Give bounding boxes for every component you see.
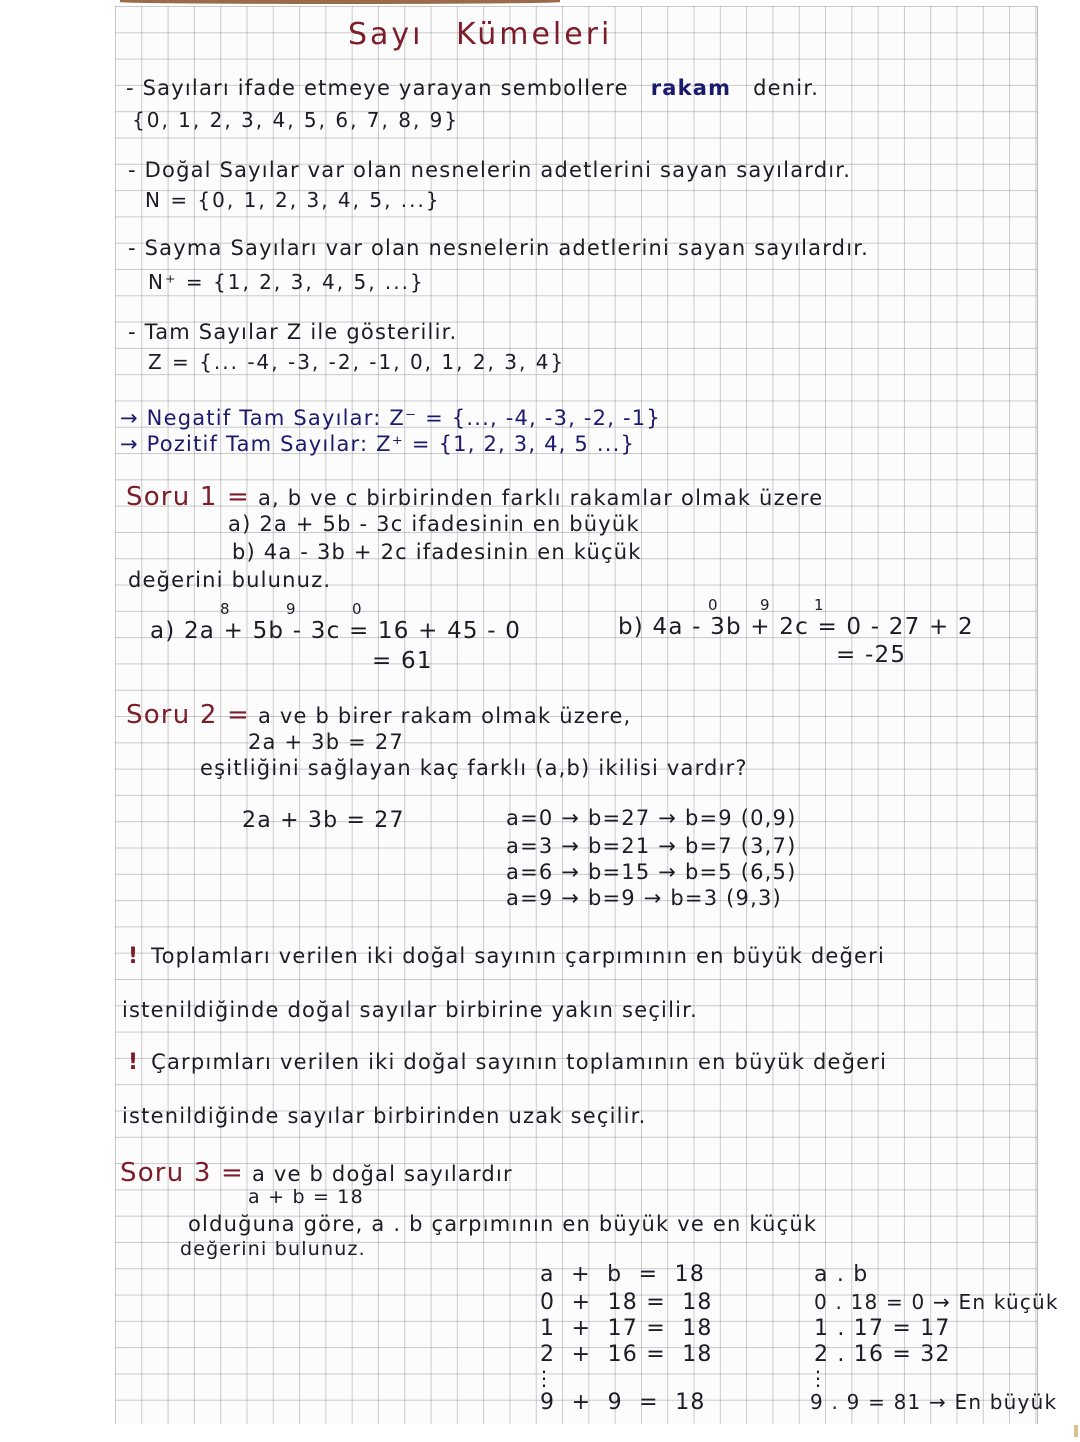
sayma-set: N⁺ = {1, 2, 3, 4, 5, ...} <box>148 270 425 294</box>
soru3-product-row: a . b <box>814 1262 869 1287</box>
page-title: Sayı Kümeleri <box>348 17 613 52</box>
tam-set: Z = {... -4, -3, -2, -1, 0, 1, 2, 3, 4} <box>148 350 566 374</box>
soru1-a-sup-a: 8 <box>220 600 230 618</box>
soru2-row: a=6 → b=15 → b=5 (6,5) <box>506 860 797 884</box>
note-1-line-1 <box>128 946 885 968</box>
soru3-question: olduğuna göre, a . b çarpımının en büyük ve en küçük <box>188 1212 818 1236</box>
soru1-label: Soru 1 = <box>126 482 251 512</box>
soru1-a-sup-b: 9 <box>286 600 296 618</box>
note-1-text: Toplamları verilen iki doğal sayının çarpımının en büyük değeri <box>151 944 886 968</box>
soru2-text: a ve b birer rakam olmak üzere, <box>257 704 632 728</box>
rakam-end: denir. <box>753 76 820 100</box>
soru3-product-ellipsis: ⋮ <box>808 1366 830 1390</box>
soru3-label: Soru 3 = <box>120 1158 245 1188</box>
soru3-product-row: 0 . 18 = 0 → En küçük <box>814 1290 1059 1314</box>
notebook-binding-edge <box>120 0 560 4</box>
soru1-result-a: = 61 <box>372 648 433 674</box>
rakam-set: {0, 1, 2, 3, 4, 5, 6, 7, 8, 9} <box>132 108 460 132</box>
soru3-sum-row: 1 + 17 = 18 <box>540 1316 713 1341</box>
soru2-question: eşitliğini sağlayan kaç farklı (a,b) ikilisi vardır? <box>200 756 748 780</box>
negatif-tam-sayilar: → Negatif Tam Sayılar: Z⁻ = {..., -4, -3, -2, -1} <box>120 406 661 430</box>
rakam-text: - Sayıları ifade etmeye yarayan sembollere <box>126 76 629 100</box>
soru3-text: a ve b doğal sayılardır <box>251 1162 513 1186</box>
soru1-part-b: b) 4a - 3b + 2c ifadesinin en küçük <box>232 540 642 564</box>
rakam-definition <box>126 78 819 99</box>
soru2-row: a=9 → b=9 → b=3 (9,3) <box>506 886 782 910</box>
soru1-result-b: = -25 <box>836 642 907 668</box>
soru3-product-row: 9 . 9 = 81 → En büyük <box>810 1390 1058 1414</box>
soru3-equation: a + b = 18 <box>248 1186 364 1208</box>
note-2-line-2: istenildiğinde sayılar birbirinden uzak seçilir. <box>122 1104 647 1128</box>
soru2-statement <box>126 702 631 728</box>
soru3-sum-ellipsis: ⋮ <box>534 1366 556 1390</box>
note-1-line-2: istenildiğinde doğal sayılar birbirine yakın seçilir. <box>122 998 698 1022</box>
soru1-a-sup-c: 0 <box>352 600 362 618</box>
soru3-sum-row: 2 + 16 = 18 <box>540 1342 713 1367</box>
soru3-sum-row: a + b = 18 <box>540 1262 706 1287</box>
soru2-row: a=3 → b=21 → b=7 (3,7) <box>506 834 797 858</box>
soru3-sum-row: 0 + 18 = 18 <box>540 1290 713 1315</box>
soru3-product-row: 2 . 16 = 32 <box>814 1342 951 1367</box>
soru1-b-sup-a: 0 <box>708 596 718 614</box>
note-2-text: Çarpımları verilen iki doğal sayının toplamının en büyük değeri <box>151 1050 888 1074</box>
soru1-statement <box>126 484 823 510</box>
soru2-row: a=0 → b=27 → b=9 (0,9) <box>506 806 797 830</box>
rakam-highlight: rakam <box>650 76 732 100</box>
soru1-solution-b: b) 4a - 3b + 2c = 0 - 27 + 2 <box>618 614 974 640</box>
soru2-work-equation: 2a + 3b = 27 <box>242 808 405 833</box>
page-edge-mark <box>1074 1425 1078 1437</box>
soru1-end: değerini bulunuz. <box>128 568 332 592</box>
exclamation-icon: ! <box>128 1050 140 1075</box>
soru1-b-sup-b: 9 <box>760 596 770 614</box>
soru1-solution-a: a) 2a + 5b - 3c = 16 + 45 - 0 <box>150 618 522 644</box>
exclamation-icon: ! <box>128 944 140 969</box>
soru1-b-sup-c: 1 <box>814 596 824 614</box>
dogal-set: N = {0, 1, 2, 3, 4, 5, ...} <box>145 188 441 212</box>
soru2-equation: 2a + 3b = 27 <box>248 730 404 754</box>
soru1-text: a, b ve c birbirinden farklı rakamlar olmak üzere <box>257 486 824 510</box>
tam-definition: - Tam Sayılar Z ile gösterilir. <box>128 320 458 344</box>
soru2-label: Soru 2 = <box>126 700 251 730</box>
soru3-statement <box>120 1160 513 1186</box>
soru3-end: değerini bulunuz. <box>180 1238 366 1260</box>
dogal-definition: - Doğal Sayılar var olan nesnelerin adetlerini sayan sayılardır. <box>128 158 852 182</box>
soru3-product-row: 1 . 17 = 17 <box>814 1316 951 1341</box>
soru3-sum-row: 9 + 9 = 18 <box>540 1390 706 1415</box>
pozitif-tam-sayilar: → Pozitif Tam Sayılar: Z⁺ = {1, 2, 3, 4, 5 ...} <box>120 432 636 456</box>
sayma-definition: - Sayma Sayıları var olan nesnelerin adetlerini sayan sayılardır. <box>128 236 870 260</box>
note-2-line-1 <box>128 1052 887 1074</box>
soru1-part-a: a) 2a + 5b - 3c ifadesinin en büyük <box>228 512 640 536</box>
